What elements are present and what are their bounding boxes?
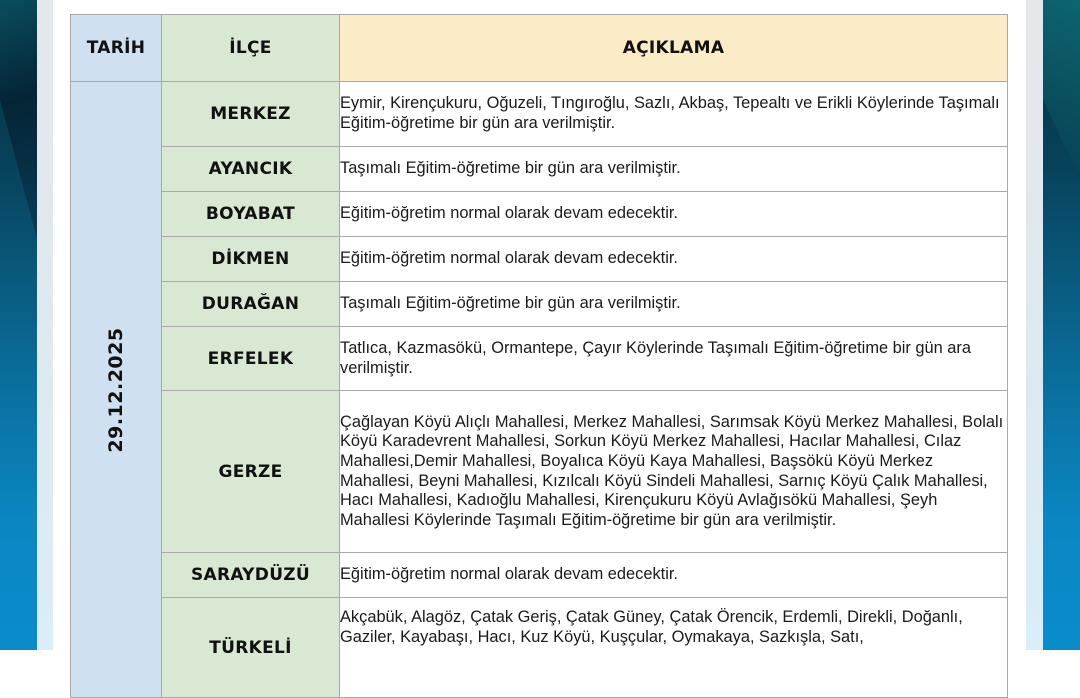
table-row xyxy=(71,327,1008,391)
description-sarayduzu: Eğitim-öğretim normal olarak devam edecektir. xyxy=(340,553,1008,598)
table-row xyxy=(71,282,1008,327)
district-gerze: GERZE xyxy=(162,391,340,553)
table-row xyxy=(71,147,1008,192)
header-district: İLÇE xyxy=(162,15,340,82)
table-row xyxy=(71,237,1008,282)
district-dikmen: DİKMEN xyxy=(162,237,340,282)
table-header-row xyxy=(71,15,1008,82)
district-boyabat: BOYABAT xyxy=(162,192,340,237)
table-row xyxy=(71,598,1008,698)
description-dikmen: Eğitim-öğretim normal olarak devam edecektir. xyxy=(340,237,1008,282)
description-gerze: Çağlayan Köyü Alıçlı Mahallesi, Merkez Mahallesi, Sarımsak Köyü Merkez Mahallesi, Bolalı Köyü Karadevrent Mahallesi, Sorkun Köyü Merkez Mahallesi, Hacılar Mahallesi, Cılaz Mahallesi,Demir Mahallesi, Boyalıca Köyü Kaya Mahallesi, Başsökü Köyü Merkez Mahallesi, Beyni Mahallesi, Kızılcalı Köyü Sindeli Mahallesi, Sarnıç Köyü Çalık Mahallesi, Hacı Mahallesi, Kadıoğlu Mahallesi, Kirençukuru Köyü Avlağısökü Mahallesi, Şeyh Mahallesi Köylerinde Taşımalı Eğitim-öğretime bir gün ara verilmiştir. xyxy=(340,391,1008,553)
description-merkez: Eymir, Kirençukuru, Oğuzeli, Tıngıroğlu, Sazlı, Akbaş, Tepealtı ve Erikli Köylerinde Taşımalı Eğitim-öğretime bir gün ara verilmiştir. xyxy=(340,82,1008,147)
description-duragan: Taşımalı Eğitim-öğretime bir gün ara verilmiştir. xyxy=(340,282,1008,327)
district-erfelek: ERFELEK xyxy=(162,327,340,391)
district-turkeli: TÜRKELİ xyxy=(162,598,340,698)
description-erfelek: Tatlıca, Kazmasökü, Ormantepe, Çayır Köylerinde Taşımalı Eğitim-öğretime bir gün ara verilmiştir. xyxy=(340,327,1008,391)
district-duragan: DURAĞAN xyxy=(162,282,340,327)
date-cell xyxy=(71,82,162,698)
description-ayancik: Taşımalı Eğitim-öğretime bir gün ara verilmiştir. xyxy=(340,147,1008,192)
table-row xyxy=(71,192,1008,237)
description-turkeli: Akçabük, Alagöz, Çatak Geriş, Çatak Güney, Çatak Örencik, Erdemli, Direkli, Doğanlı, Gaziler, Kayabaşı, Hacı, Kuz Köyü, Kuşçular, Oymakaya, Sazkışla, Satı, xyxy=(340,598,1008,698)
table-row xyxy=(71,553,1008,598)
table-row xyxy=(71,391,1008,553)
description-boyabat: Eğitim-öğretim normal olarak devam edecektir. xyxy=(340,192,1008,237)
school-closure-table xyxy=(70,14,1008,698)
district-sarayduzu: SARAYDÜZÜ xyxy=(162,553,340,598)
date-label: 29.12.2025 xyxy=(105,326,127,453)
district-ayancik: AYANCIK xyxy=(162,147,340,192)
table-row xyxy=(71,82,1008,147)
district-merkez: MERKEZ xyxy=(162,82,340,147)
header-date: TARİH xyxy=(71,15,162,82)
header-description: AÇIKLAMA xyxy=(340,15,1008,82)
